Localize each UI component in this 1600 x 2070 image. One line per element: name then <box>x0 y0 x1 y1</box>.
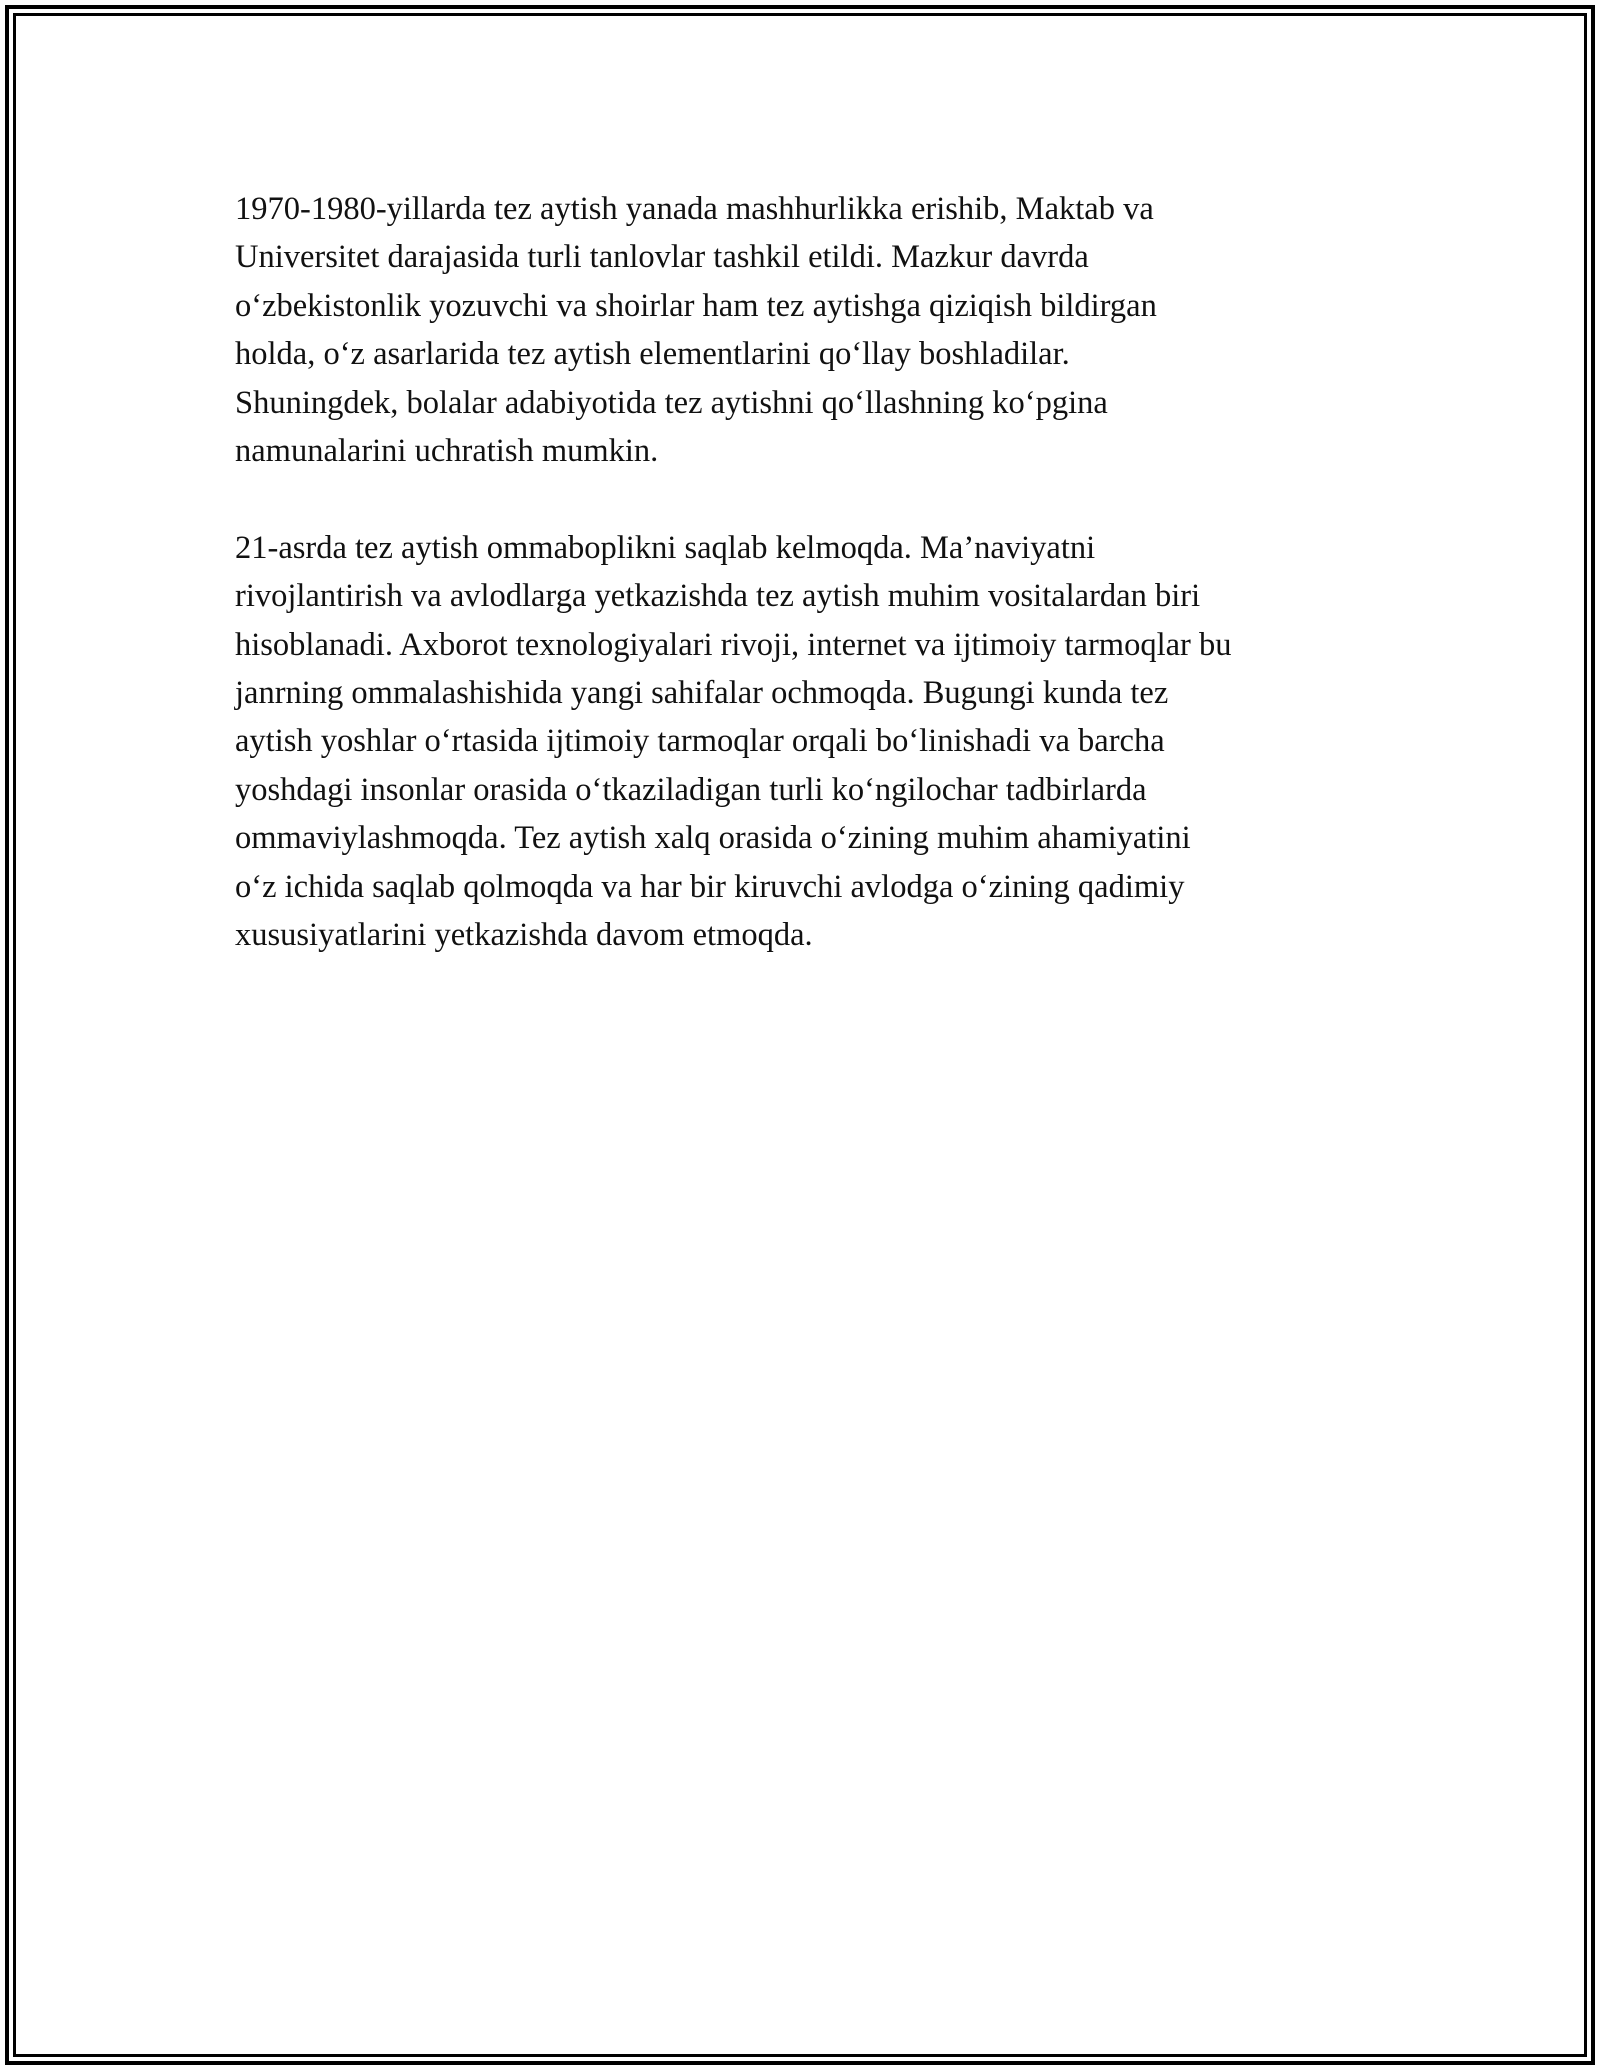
text-line: o‘z ichida saqlab qolmoqda va har bir kiruvchi avlodga o‘zining qadimiy <box>235 868 1185 905</box>
document-body <box>235 185 1375 959</box>
text-line: Universitet darajasida turli tanlovlar tashkil etildi. Mazkur davrda <box>235 239 1089 276</box>
paragraph-2 <box>235 524 1375 960</box>
text-line: rivojlantirish va avlodlarga yetkazishda tez aytish muhim vositalardan biri <box>235 578 1201 615</box>
text-line: o‘zbekistonlik yozuvchi va shoirlar ham tez aytishga qiziqish bildirgan <box>235 287 1157 324</box>
text-line: namunalarini uchratish mumkin. <box>235 433 659 470</box>
text-line: 21-asrda tez aytish ommaboplikni saqlab kelmoqda. Ma’naviyatni <box>235 529 1096 566</box>
text-line: janrning ommalashishida yangi sahifalar ochmoqda. Bugungi kunda tez <box>235 675 1169 712</box>
text-line: Shuningdek, bolalar adabiyotida tez aytishni qo‘llashning ko‘pgina <box>235 384 1108 421</box>
text-line: hisoblanadi. Axborot texnologiyalari rivoji, internet va ijtimoiy tarmoqlar bu <box>235 626 1232 663</box>
text-line: xususiyatlarini yetkazishda davom etmoqda. <box>235 917 813 954</box>
paragraph-1 <box>235 185 1375 475</box>
text-line: yoshdagi insonlar orasida o‘tkaziladigan turli ko‘ngilochar tadbirlarda <box>235 771 1147 808</box>
text-line: 1970-1980-yillarda tez aytish yanada mashhurlikka erishib, Maktab va <box>235 191 1154 227</box>
text-line: holda, o‘z asarlarida tez aytish elementlarini qo‘llay boshladilar. <box>235 336 1070 373</box>
text-line: ommaviylashmoqda. Tez aytish xalq orasida o‘zining muhim ahamiyatini <box>235 820 1191 857</box>
text-line: aytish yoshlar o‘rtasida ijtimoiy tarmoqlar orqali bo‘linishadi va barcha <box>235 723 1165 760</box>
